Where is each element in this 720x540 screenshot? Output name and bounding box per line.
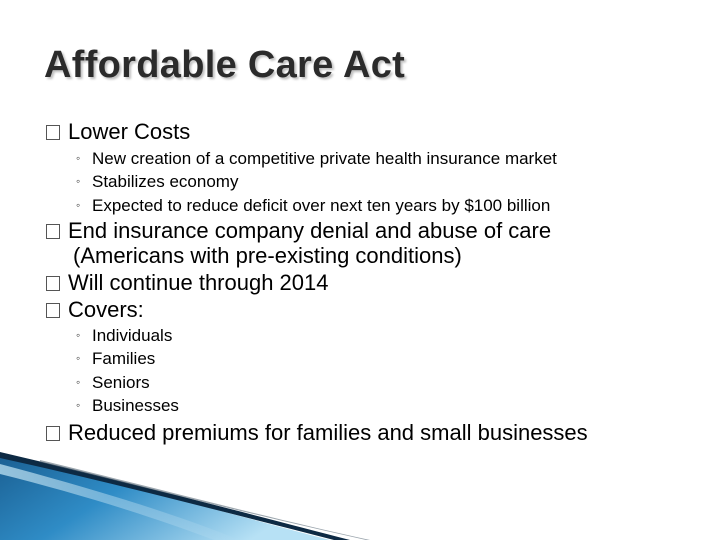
decorative-wave-graphic	[0, 450, 720, 540]
bullet-lower-costs	[46, 119, 190, 144]
bullet-text: Reduced premiums for families and small businesses	[68, 420, 588, 445]
square-bullet-icon	[46, 276, 60, 291]
sub-bullet-text: Stabilizes economy	[92, 172, 239, 191]
sub-bullet	[76, 348, 155, 369]
sub-bullet	[76, 148, 557, 169]
bullet-continue-2014	[46, 270, 329, 295]
sub-bullet-text: Businesses	[92, 396, 179, 415]
sub-bullet	[76, 372, 150, 393]
ring-bullet-icon: ◦	[76, 198, 81, 212]
sub-bullet-text: Individuals	[92, 326, 173, 345]
sub-bullet	[76, 171, 238, 192]
sub-bullet-text: Expected to reduce deficit over next ten years by $100 billion	[92, 196, 551, 215]
bullet-end-denial	[46, 218, 551, 268]
square-bullet-icon	[46, 224, 60, 239]
bullet-text: Covers:	[68, 297, 144, 322]
sub-bullet	[76, 195, 550, 216]
bullet-covers	[46, 297, 144, 322]
sub-bullet-text: Families	[92, 349, 156, 368]
ring-bullet-icon: ◦	[76, 151, 81, 165]
square-bullet-icon	[46, 426, 60, 441]
ring-bullet-icon: ◦	[76, 398, 81, 412]
sub-bullet	[76, 395, 179, 416]
square-bullet-icon	[46, 303, 60, 318]
ring-bullet-icon: ◦	[76, 174, 81, 188]
bullet-reduced-premiums	[46, 420, 588, 445]
square-bullet-icon	[46, 125, 60, 140]
sub-bullet-text: New creation of a competitive private health insurance market	[92, 149, 557, 168]
ring-bullet-icon: ◦	[76, 328, 81, 342]
bullet-text-continuation: (Americans with pre-existing conditions)	[73, 243, 462, 268]
sub-bullet-text: Seniors	[92, 373, 150, 392]
bullet-text: Lower Costs	[68, 119, 191, 144]
ring-bullet-icon: ◦	[76, 375, 81, 389]
bullet-text: Will continue through 2014	[68, 270, 329, 295]
slide-title: Affordable Care Act	[44, 44, 406, 86]
bullet-text: End insurance company denial and abuse of care	[68, 218, 552, 243]
ring-bullet-icon: ◦	[76, 351, 81, 365]
sub-bullet	[76, 325, 172, 346]
